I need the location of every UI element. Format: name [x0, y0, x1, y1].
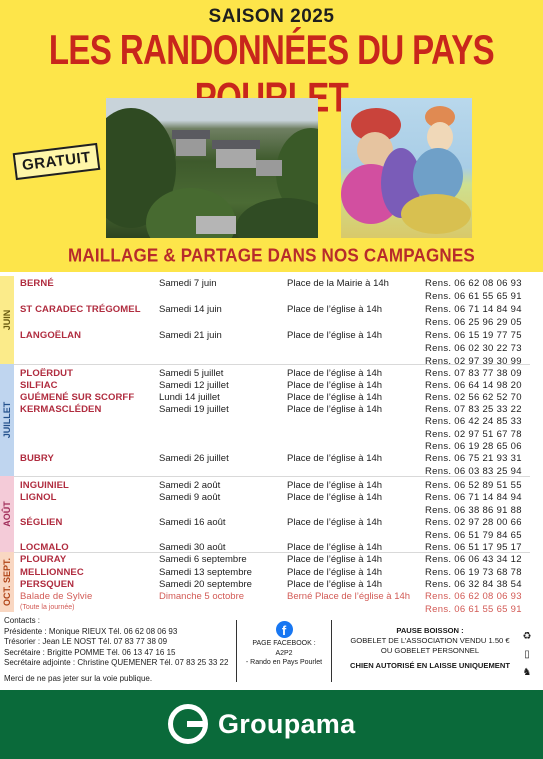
hike-date: Samedi 30 août: [159, 542, 226, 553]
schedule-row: [0, 579, 543, 591]
sponsor-band: [0, 690, 543, 759]
hike-phone: Rens. 06 75 21 93 31: [425, 453, 522, 464]
contacts-heading: Contacts :: [4, 616, 41, 625]
dogs-rule: CHIEN AUTORISÉ EN LAISSE UNIQUEMENT: [350, 661, 510, 670]
drink-break-own-cup: OU GOBELET PERSONNEL: [380, 646, 480, 655]
hike-town: MELLIONNEC: [20, 567, 84, 578]
hike-town: PERSQUEN: [20, 579, 75, 590]
hike-meeting-place: Place de la Mairie à 14h: [287, 278, 389, 289]
village-photo: [106, 98, 318, 238]
hike-date: Samedi 5 juillet: [159, 368, 224, 379]
hike-date: Samedi 6 septembre: [159, 554, 247, 565]
hike-phone: Rens. 06 19 73 68 78: [425, 567, 522, 578]
contact-line: Présidente : Monique RIEUX Tél. 06 62 08 06 93: [4, 626, 178, 636]
schedule-row: [0, 278, 543, 290]
hike-town: PLOËRDUT: [20, 368, 74, 379]
hike-meeting-place: Berné Place de l’église à 14h: [287, 591, 411, 602]
facebook-page: - Rando en Pays Pourlet: [245, 659, 323, 666]
hike-meeting-place: Place de l’église à 14h: [287, 453, 383, 464]
contact-line: Trésorier : Jean LE NOST Tél. 07 83 77 38 09: [4, 637, 168, 647]
hike-phone: Rens. 06 62 08 06 93: [425, 278, 522, 289]
month-band-sept-oct: OCT. SEPT.: [0, 552, 14, 612]
hike-phone: Rens. 02 97 39 30 99: [425, 356, 522, 367]
contact-line: Secrétaire adjointe : Christine QUEMENER Tél. 07 83 25 33 22: [4, 658, 229, 668]
hike-schedule: [0, 274, 543, 614]
schedule-row: [0, 404, 543, 416]
info-section: [0, 614, 543, 700]
hike-phone: Rens. 06 61 55 65 91: [425, 291, 522, 302]
hike-town: INGUINIEL: [20, 480, 69, 491]
hike-meeting-place: Place de l’église à 14h: [287, 579, 383, 590]
schedule-row: [0, 517, 543, 529]
contacts-block: [4, 616, 228, 669]
hike-phone: Rens. 02 97 28 00 66: [425, 517, 522, 528]
hike-date: Samedi 26 juillet: [159, 453, 229, 464]
hike-town: PLOURAY: [20, 554, 67, 565]
schedule-row: [0, 441, 543, 453]
hike-meeting-place: Place de l’église à 14h: [287, 368, 383, 379]
hike-phone: Rens. 06 02 30 22 73: [425, 343, 522, 354]
free-badge: GRATUIT: [13, 143, 101, 180]
hike-meeting-place: Place de l’église à 14h: [287, 567, 383, 578]
hike-phone: Rens. 07 83 77 38 09: [425, 368, 522, 379]
hike-phone: Rens. 06 15 19 77 75: [425, 330, 522, 341]
hike-meeting-place: Place de l’église à 14h: [287, 517, 383, 528]
hike-date: Dimanche 5 octobre: [159, 591, 245, 602]
groupama-logo-icon: [168, 704, 208, 744]
hike-town: BERNÉ: [20, 278, 54, 289]
hike-phone: Rens. 07 83 25 33 22: [425, 404, 522, 415]
schedule-row: [0, 567, 543, 579]
schedule-row: [0, 392, 543, 404]
schedule-row: [0, 530, 543, 542]
hike-meeting-place: Place de l’église à 14h: [287, 542, 383, 553]
hike-date: Samedi 9 août: [159, 492, 221, 503]
hike-phone: Rens. 06 51 17 95 17: [425, 542, 522, 553]
litter-notice: Merci de ne pas jeter sur la voie publique.: [4, 674, 153, 683]
hike-date: Samedi 12 juillet: [159, 380, 229, 391]
hike-meeting-place: Place de l’église à 14h: [287, 554, 383, 565]
schedule-row: [0, 304, 543, 316]
hike-phone: Rens. 06 51 79 84 65: [425, 530, 522, 541]
hike-meeting-place: Place de l’église à 14h: [287, 392, 383, 403]
facebook-icon: f: [276, 621, 293, 638]
hike-phone: Rens. 06 03 83 25 94: [425, 466, 522, 477]
hike-town: LANGOËLAN: [20, 330, 82, 341]
schedule-row: [0, 330, 543, 342]
hike-town: Balade de Sylvie: [20, 591, 93, 602]
schedule-row: [0, 380, 543, 392]
month-band-july: JUILLET: [0, 364, 14, 476]
hike-date: Samedi 20 septembre: [159, 579, 252, 590]
hike-meeting-place: Place de l’église à 14h: [287, 304, 383, 315]
page-subtitle: MAILLAGE & PARTAGE DANS NOS CAMPAGNES: [68, 245, 475, 266]
hike-town: SÉGLIEN: [20, 517, 63, 528]
dog-icon: ♞: [522, 667, 532, 678]
hike-town: GUÉMENÉ SUR SCORFF: [20, 392, 135, 403]
hike-phone: Rens. 06 64 14 98 20: [425, 380, 522, 391]
hike-town: KERMASCLÉDEN: [20, 404, 102, 415]
hike-date: Lundi 14 juillet: [159, 392, 220, 403]
hike-date: Samedi 16 août: [159, 517, 226, 528]
hike-date: Samedi 14 juin: [159, 304, 222, 315]
schedule-row: [0, 416, 543, 428]
hike-meeting-place: Place de l’église à 14h: [287, 480, 383, 491]
hike-town: LIGNOL: [20, 492, 57, 503]
drink-break-heading: PAUSE BOISSON :: [396, 626, 464, 635]
season-title: SAISON 2025: [208, 6, 335, 27]
hike-meeting-place: Place de l’église à 14h: [287, 330, 383, 341]
schedule-row: [0, 554, 543, 566]
hikers-painting: [341, 98, 472, 238]
hike-note: (Toute la journée): [20, 604, 75, 611]
hike-date: Samedi 13 septembre: [159, 567, 252, 578]
hike-phone: Rens. 02 56 62 52 70: [425, 392, 522, 403]
schedule-row: [0, 429, 543, 441]
recycle-icon: ♻: [522, 631, 532, 642]
schedule-row: [0, 368, 543, 380]
hike-town: LOCMALO: [20, 542, 69, 553]
facebook-label: PAGE FACEBOOK :: [252, 640, 316, 647]
hike-phone: Rens. 06 19 28 65 06: [425, 441, 522, 452]
schedule-row: [0, 317, 543, 329]
hike-meeting-place: Place de l’église à 14h: [287, 380, 383, 391]
sponsor-name: Groupama: [218, 708, 356, 739]
hike-meeting-place: Place de l’église à 14h: [287, 404, 383, 415]
drink-break-cup-price: GOBELET DE L’ASSOCIATION VENDU 1.50 €: [350, 636, 510, 645]
facebook-block[interactable]: [236, 620, 332, 682]
schedule-row: [0, 480, 543, 492]
hike-town: SILFIAC: [20, 380, 58, 391]
hike-phone: Rens. 06 71 14 84 94: [425, 304, 522, 315]
hike-phone: Rens. 02 97 51 67 78: [425, 429, 522, 440]
contact-line: Secrétaire : Brigitte POMME Tél. 06 13 47 16 15: [4, 647, 176, 657]
hike-date: Samedi 2 août: [159, 480, 221, 491]
hike-phone: Rens. 06 32 84 38 54: [425, 579, 522, 590]
schedule-row: [0, 492, 543, 504]
schedule-row: [0, 343, 543, 355]
hike-phone: Rens. 06 61 55 65 91: [425, 604, 522, 615]
drink-break-block: [345, 626, 515, 671]
hike-phone: Rens. 06 06 43 34 12: [425, 554, 522, 565]
schedule-row: [0, 453, 543, 465]
hike-meeting-place: Place de l’église à 14h: [287, 492, 383, 503]
header-banner: [0, 0, 543, 272]
cup-icon: ▯: [524, 649, 530, 660]
hike-phone: Rens. 06 52 89 51 55: [425, 480, 522, 491]
hike-town: BUBRY: [20, 453, 54, 464]
schedule-row: [0, 291, 543, 303]
hike-phone: Rens. 06 25 96 29 05: [425, 317, 522, 328]
hike-phone: Rens. 06 62 08 06 93: [425, 591, 522, 602]
schedule-row: [0, 505, 543, 517]
schedule-row: [0, 466, 543, 478]
hike-town: ST CARADEC TRÉGOMEL: [20, 304, 141, 315]
hike-date: Samedi 7 juin: [159, 278, 217, 289]
schedule-row: [0, 356, 543, 368]
hike-date: Samedi 19 juillet: [159, 404, 229, 415]
pictograms: [520, 628, 534, 682]
page-title: LES RANDONNÉES DU PAYS: [48, 26, 495, 73]
groupama-logo: [168, 704, 355, 744]
schedule-row: [0, 542, 543, 554]
hike-phone: Rens. 06 71 14 84 94: [425, 492, 522, 503]
month-band-june: JUIN: [0, 276, 14, 364]
hike-phone: Rens. 06 42 24 85 33: [425, 416, 522, 427]
facebook-account: A2P2: [275, 649, 293, 657]
month-band-august: AOÛT: [0, 476, 14, 552]
hike-phone: Rens. 06 38 86 91 88: [425, 505, 522, 516]
hike-date: Samedi 21 juin: [159, 330, 222, 341]
